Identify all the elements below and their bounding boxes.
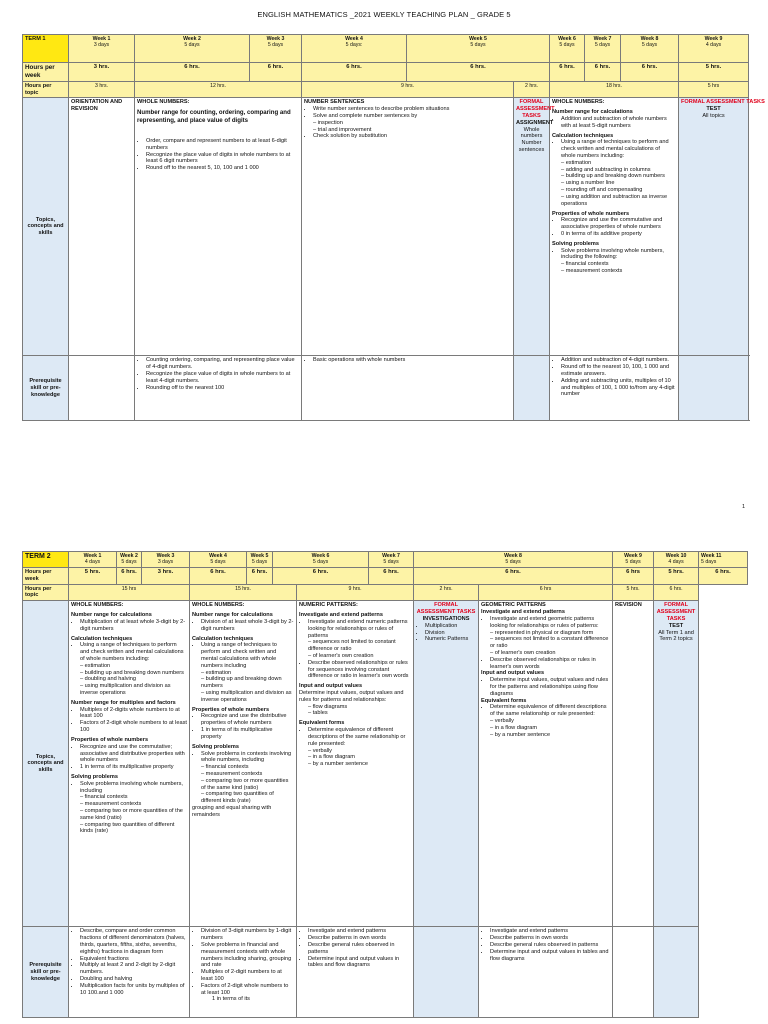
term2-hours-week-row	[23, 568, 748, 585]
t2-prereq-test	[654, 927, 699, 1018]
t1-week-2: Week 2 5 days	[135, 35, 250, 63]
t1-formal-assessment-test: FORMAL ASSESSMENT TASKS TEST All topics	[679, 98, 749, 356]
t2-formal-assessment-investigations: FORMAL ASSESSMENT TASKS INVESTIGATIONS • Multiplication • Division • Numeric Patterns	[414, 601, 479, 927]
t2-week-1-hours: 5 hrs.	[69, 568, 117, 585]
t2-week-3: Week 3 3 days	[142, 552, 190, 568]
t2-week-5: Week 5 5 days	[247, 552, 273, 568]
t2-formal-assessment-test: FORMAL ASSESSMENT TASKS TEST All Term 1 and Term 2 topics	[654, 601, 699, 927]
t2-week-10-hours: 5 hrs.	[654, 568, 699, 585]
t2-topic-hours-2: 15 hrs.	[190, 584, 297, 601]
t2-week-5-hours: 6 hrs.	[247, 568, 273, 585]
t1-prereq-counting: • Counting ordering, comparing, and representing place value of 4-digit numbers. • Recognize the place value of digits in whole numbers to at least 4-digit numbers. • Rounding off to the nearest 100	[135, 356, 302, 421]
t1-topic-hours-3: 9 hrs.	[302, 81, 514, 98]
t1-week-7: Week 7 5 days	[585, 35, 621, 63]
t2-week-8: Week 8 5 days	[414, 552, 613, 568]
hours-per-week-label: Hours per week	[23, 63, 69, 81]
term1-hours-week-row	[23, 63, 749, 81]
term2-week-header-row	[23, 552, 748, 568]
t1-week-9-hours: 5 hrs.	[679, 63, 749, 81]
term1-plan-table	[22, 34, 765, 421]
t2-week-1: Week 1 4 days	[69, 552, 117, 568]
term2-prereq-row	[23, 927, 748, 1018]
t1-prereq-sentences: • Basic operations with whole numbers	[302, 356, 514, 421]
t1-week-6: Week 6 5 days	[550, 35, 585, 63]
term1-label: TERM 1	[23, 35, 69, 63]
t1-week-1: Week 1 3 days	[69, 35, 135, 63]
term2-label: TERM 2	[23, 552, 69, 568]
t1-whole-numbers-calculations: WHOLE NUMBERS: Number range for calculations • Addition and subtraction of whole numbers with at least 5-digit numbers Calculation techniques • Using a range of techniques to perform and check written and mental calculations of whole numbers including: – estimation – adding and subtracting in columns – building up and breaking down numbers – using a number line – rounding off and compensating – using addition and subtraction as inverse operations Properties of whole numbers • Recognize and use the commutative and associative properties of whole numbers • 0 in terms of its additive property Solving problems • Solve problems involving whole numbers, including the following: – financial contexts – measurement contexts	[550, 98, 679, 356]
t1-week-6-hours: 6 hrs.	[550, 63, 585, 81]
t2-prereq-assessment	[414, 927, 479, 1018]
hours-per-topic-label: Hours per topic	[23, 81, 69, 98]
t2-numeric-patterns: NUMERIC PATTERNS: Investigate and extend patterns • Investigate and extend numeric patterns looking for relationships or rules of patterns – sequences not limited to constant difference or ratio – of learner's own creation • Describe observed relationships or rules for sequences involving constant difference or ratio in learner's own words Input and output values Determine input values, output values and rules for patterns and relationships: – flow diagrams – tables Equivalent forms • Determine equivalence of different descriptions of the same relationship or rule presented: – verbally – in a flow diagram – by a number sentence	[297, 601, 414, 927]
t2-week-11: Week 11 5 days	[699, 552, 748, 568]
t1-prereq-calculations: • Addition and subtraction of 4-digit numbers. • Round off to the nearest 10, 100, 1 000 and estimate answers. • Adding and subtracting units, multiples of 10 and multiples of 100, 1 000 to/from any 4-digit number	[550, 356, 679, 421]
t1-topic-hours-1: 3 hrs.	[69, 81, 135, 98]
t1-prereq-assessment	[514, 356, 550, 421]
t2-prereq-numeric: • Investigate and extend patterns • Describe patterns in own words • Describe general rules observed in patterns • Determine input and output values in tables and flow diagrams	[297, 927, 414, 1018]
t1-prereq-test	[679, 356, 749, 421]
t2-week-4: Week 4 5 days	[190, 552, 247, 568]
page-number: 1	[742, 504, 746, 510]
t1-week-7-hours: 6 hrs.	[585, 63, 621, 81]
t2-topic-hours-1: 15 hrs	[69, 584, 190, 601]
term2-plan-table	[22, 551, 748, 1018]
t2-whole-numbers-division: WHOLE NUMBERS: Number range for calculations • Division of at least whole 3-digit by 2-digit numbers Calculation techniques • Using a range of techniques to perform and check written and mental calculations with whole numbers including – estimation – building up and breaking down numbers – using multiplication and division as inverse operations Properties of whole numbers • Recognize and use the distributive properties of whole numbers • 1 in terms of its multiplicative property Solving problems • Solve problems in contexts involving whole numbers, including – financial contexts – measurement contexts – comparing two or more quantities of the same kind (ratio) – comparing two quantities of different kinds (rate) grouping and equal sharing with remainders	[190, 601, 297, 927]
t1-topic-hours-5: 18 hrs.	[550, 81, 679, 98]
t2-prereq-revision	[613, 927, 654, 1018]
page-title: ENGLISH MATHEMATICS _2021 WEEKLY TEACHING PLAN _ GRADE 5	[257, 10, 511, 19]
t2-topic-hours-7: 6 hrs.	[654, 584, 699, 601]
t2-week-10: Week 10 4 days	[654, 552, 699, 568]
t2-whole-numbers-multiplication: WHOLE NUMBERS: Number range for calculations • Multiplication of at least whole 3-digit by 2-digit numbers Calculation techniques • Using a range of techniques to perform and check written and mental calculations of whole numbers including: – estimation – building up and breaking down numbers – doubling and halving – using multiplication and division as inverse operations Number range for multiples and factors • Multiples of 2-digits whole numbers to at least 100 • Factors of 2-digit whole numbers to at least 100 Properties of whole numbers • Recognize and use the commutative; associative and distributive properties with whole numbers • 1 in terms of its multiplicative property Solving problems • Solve problems involving whole numbers, including – financial contexts – measurement contexts – comparing two or more quantities of the same kind (ratio) – comparing two quantities of different kinds (rate)	[69, 601, 190, 927]
t2-topic-hours-6: 5 hrs.	[613, 584, 654, 601]
t2-week-3-hours: 3 hrs.	[142, 568, 190, 585]
t2-prereq-geometric: • Investigate and extend patterns • Describe patterns in own words • Describe general rules observed in patterns • Determine input and output values in tables and flow diagrams	[479, 927, 613, 1018]
t1-week-8: Week 8 5 days	[621, 35, 679, 63]
t1-week-5-hours: 6 hrs.	[407, 63, 550, 81]
t2-week-2: Week 2 5 days	[117, 552, 142, 568]
term2-topics-row	[23, 601, 748, 927]
term1-prereq-row	[23, 356, 749, 421]
t1-formal-assessment-assignment: FORMAL ASSESSMENT TASKS ASSIGNMENT Whole numbers Number sentences	[514, 98, 550, 356]
term1-hours-topic-row	[23, 81, 749, 98]
t1-week-4-hours: 6 hrs.	[302, 63, 407, 81]
t2-week-9-hours: 6 hrs	[613, 568, 654, 585]
t2-prereq-division: • Division of 3-digit numbers by 1-digit numbers • Solve problems in financial and measurement contexts with whole numbers including sharing, grouping and rate • Multiples of 2-digit numbers to at least 100 • Factors of 2-digit whole numbers to at least 100 1 in terms of its	[190, 927, 297, 1018]
t2-geometric-patterns: GEOMETRIC PATTERNS Investigate and extend patterns • Investigate and extend geometric patterns looking for relationships or rules of patterns: – represented in physical or diagram form – sequences not limited to a constant difference or ratio – of learner's own creation • Describe observed relationships or rules in learner's own words Input and output values • Determine input values, output values and rules for the patterns and relationships using flow diagrams Equivalent forms • Determine equivalence of different descriptions of the same relationship or rule presented: – verbally – in a flow diagram – by a number sentence	[479, 601, 613, 927]
t2-week-4-hours: 6 hrs.	[190, 568, 247, 585]
t1-topic-hours-4: 2 hrs.	[514, 81, 550, 98]
topics-label: Topics, concepts and skills	[23, 98, 69, 356]
t1-number-sentences: NUMBER SENTENCES • Write number sentences to describe problem situations • Solve and complete number sentences by – inspection – trial and improvement • Check solution by substitution	[302, 98, 514, 356]
t2-week-6-hours: 6 hrs.	[273, 568, 369, 585]
t1-orientation: ORIENTATION AND REVISION	[69, 98, 135, 356]
t1-week-8-hours: 6 hrs.	[621, 63, 679, 81]
t2-topic-hours-3: 9 hrs.	[297, 584, 414, 601]
term1-topics-row	[23, 98, 749, 356]
t1-week-2-hours: 6 hrs.	[135, 63, 250, 81]
t2-week-11-hours: 6 hrs.	[699, 568, 748, 585]
t1-topic-hours-2: 12 hrs.	[135, 81, 302, 98]
t2-week-8-hours: 6 hrs.	[414, 568, 613, 585]
t2-week-7-hours: 6 hrs.	[369, 568, 414, 585]
t2-week-7: Week 7 5 days	[369, 552, 414, 568]
t1-week-3: Week 3 5 days	[250, 35, 302, 63]
t2-week-9: Week 9 5 days	[613, 552, 654, 568]
t2-topic-hours-5: 6 hrs	[479, 584, 613, 601]
t1-week-5: Week 5 5 days	[407, 35, 550, 63]
prereq-label: Prerequisite skill or pre-knowledge	[23, 356, 69, 421]
t1-prereq-orientation	[69, 356, 135, 421]
t2-hours-per-topic-label: Hours per topic	[23, 584, 69, 601]
t2-revision: REVISION	[613, 601, 654, 927]
t1-whole-numbers-counting: WHOLE NUMBERS: Number range for counting, ordering, comparing and representing, and place value of digits • Order, compare and represent numbers to at least 6-digit numbers • Recognize the place value of digits in whole numbers to at least 6 digit numbers • Round off to the nearest 5, 10, 100 and 1 000	[135, 98, 302, 356]
t2-topic-hours-4: 2 hrs.	[414, 584, 479, 601]
t2-prereq-label: Prerequisite skill or pre-knowledge	[23, 927, 69, 1018]
t2-hours-per-week-label: Hours per week	[23, 568, 69, 585]
term1-week-header-row	[23, 35, 749, 63]
t1-week-9: Week 9 4 days	[679, 35, 749, 63]
t1-topic-hours-6: 5 hrs	[679, 81, 749, 98]
term2-hours-topic-row	[23, 584, 748, 601]
t2-topics-label: Topics, concepts and skills	[23, 601, 69, 927]
t2-week-6: Week 6 5 days	[273, 552, 369, 568]
t1-week-4: Week 4 5 days:	[302, 35, 407, 63]
t1-week-1-hours: 3 hrs.	[69, 63, 135, 81]
t2-prereq-multiplication: • Describe, compare and order common fractions of different denominators (halves, thirds, quarters, fifths, sixths, sevenths, eighths) fractions in diagram form • Equivalent fractions • Multiply at least 2 and 2-digit by 2-digit numbers. • Doubling and halving • Multiplication facts for units by multiples of 10 100.and 1 000	[69, 927, 190, 1018]
t2-week-2-hours: 6 hrs.	[117, 568, 142, 585]
t1-week-3-hours: 6 hrs.	[250, 63, 302, 81]
